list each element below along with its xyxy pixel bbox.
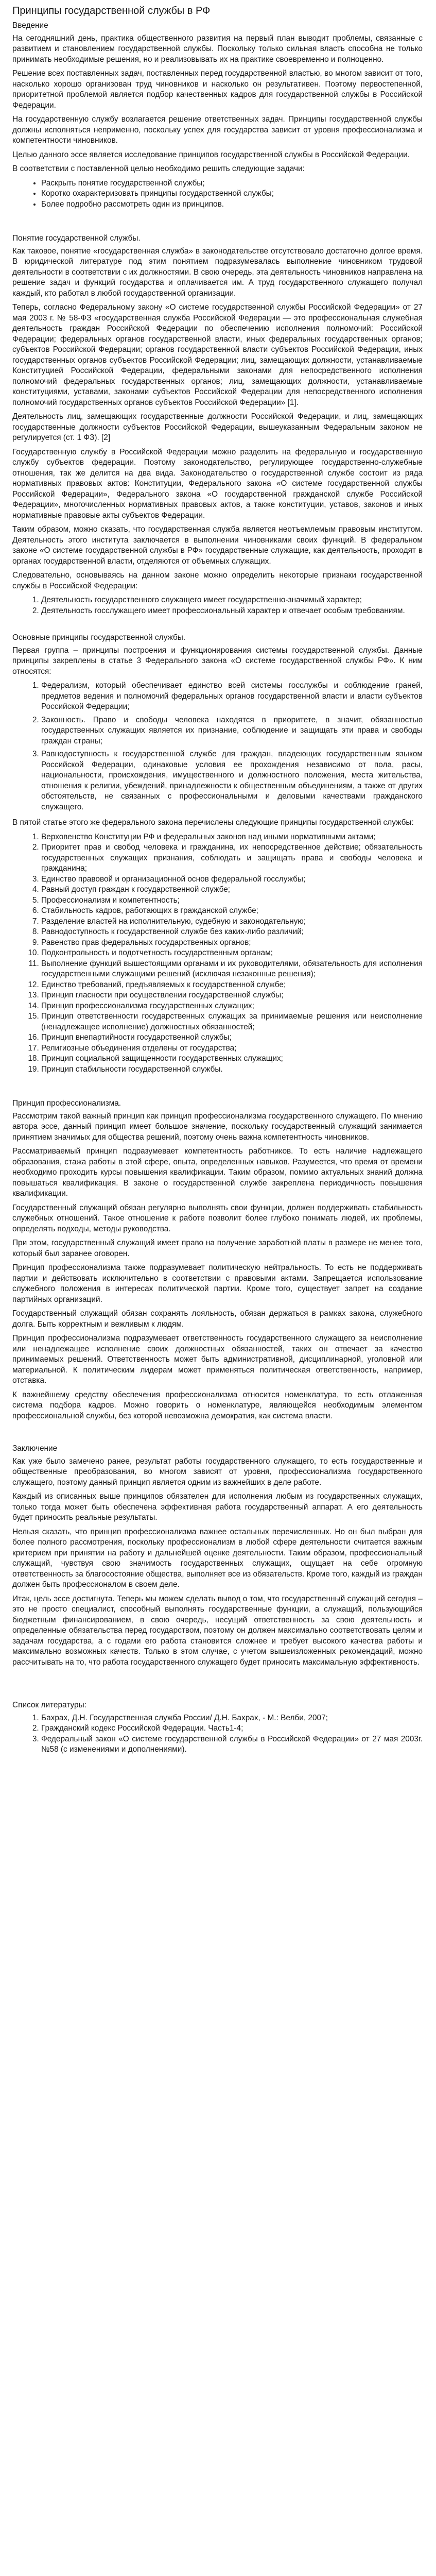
list-item: 1. Деятельность государственного служащего имеет государственно-значимый характер;: [41, 595, 423, 606]
list-item: • Более подробно рассмотреть один из принципов.: [41, 199, 423, 210]
tasks-list: [12, 178, 423, 210]
intro-paragraph: Решение всех поставленных задач, поставленных перед государственной властью, во многом зависит от того, насколько хорошо организован труд чиновников и насколько он результативен. Поэтому первостепенной, приоритетной проблемой является подбор качественных кадров для государственной службы в Российской Федерации.: [12, 69, 423, 110]
professionalism-paragraph: Рассматриваемый принцип подразумевает компетентность работников. То есть наличие надлежащего образования, стажа работы в этой сфере, опыта, определенных навыков. Разумеется, что время от времени необходимо проходить курсы повышения квалификации. Таким образом, помимо актуальных знаний должна повышаться квалификация. В законе о государственной службе закреплена периодичность повышения квалификации.: [12, 1147, 423, 1198]
reference-item: 2. Гражданский кодекс Российской Федерации. Часть1-4;: [41, 1723, 423, 1734]
intro-section: [12, 21, 423, 210]
list-item: 11. Выполнение функций вышестоящими органами и их руководителями, обязательность для исполнения государственными служащими решений (исключая незаконные решения);: [41, 959, 423, 980]
conclusion-section: [12, 1444, 423, 1668]
document-title: Принципы государственной службы в РФ: [12, 5, 211, 16]
reference-item: 1. Бахрах, Д.Н. Государственная служба России/ Д.Н. Бахрах, - М.: Велби, 2007;: [41, 1713, 423, 1724]
principles-section: [12, 633, 423, 1075]
reference-item: 3. Федеральный закон «О системе государственной службы в Российской Федерации» от 27 мая 2003г. №58 (с изменениями и дополнениями).: [41, 1734, 423, 1755]
list-item: 2. Законность. Право и свободы человека находятся в приоритете, в значит, обязанностью государственных служащих является их признание, соблюдение и защищать эти права и свободы граждан страны;: [41, 715, 423, 747]
list-item: 5. Профессионализм и компетентность;: [41, 895, 423, 906]
conclusion-paragraph: Итак, цель эссе достигнута. Теперь мы можем сделать вывод о том, что государственный служащий сегодня – это не просто специалист, способный выполнять государственные функции, а служащий, пользующийся бюджетным финансированием, в свою очередь, несущий ответственность за свою деятельность и определенные обязательства перед государством, поэтому он должен максимально соответствовать целям и задачам государства, а с годами его работа становится сложнее и требует высокого качества работы и максимально возможных качеств. Только в этом случае, с учетом вышеизложенных рекомендаций, можно рассчитывать на то, что работа государственного служащего будет приносить максимальную эффективность.: [12, 1594, 423, 1667]
concept-paragraph: Как таковое, понятие «государственная служба» в законодательстве отсутствовало достаточно долгое время. В юридической литературе под этим понятием подразумевалась выполнение чиновником трудовой деятельности в соответствии с их должностями. В свою очередь, эта деятельность чиновников направлена на решение задач и функций государства и оплачивается им. А труд государственного служащего получал каждый, кто работал в любой государственной организации.: [12, 246, 423, 298]
professionalism-paragraph: Принцип профессионализма подразумевает ответственность государственного служащего за неисполнение или ненадлежащее исполнение своих должностных обязанностей, таких он отвечает за качество принимаемых решений. Ответственность может быть административной, дисциплинарной, уголовной или материальной. К политическим лидерам может применяться политическая ответственность, например, отставка.: [12, 1334, 423, 1385]
professionalism-paragraph: Принцип профессионализма также подразумевает политическую нейтральность. То есть не поддерживать партии и действовать исключительно в соответствии с правовыми актами. Запрещается использование служебного положения в интересах политической партии. Кроме того, существует запрет на создание партийных организаций.: [12, 1263, 423, 1304]
concept-paragraph: Теперь, согласно Федеральному закону «О системе государственной службы Российской Федерации» от 27 мая 2003 г. № 58-ФЗ «государственная служба Российской Федерации — это профессиональная служебная деятельность граждан Российской Федерации по обеспечению исполнения полномочий: Российской Федерации; федеральных органов государственной власти, иных федеральных государственных органов; субъектов Российской Федерации; органов государственной власти субъектов Российской Федерации, иных государственных органов субъектов Российской Федерации; лиц, замещающих должности, устанавливаемые Конституцией Российской Федерации, федеральными законами для непосредственного исполнения полномочий федеральных государственных органов; лиц, замещающих должности, устанавливаемые конституциями, уставами, законами субъектов Российской Федерации для непосредственного исполнения полномочий государственных органов субъектов Российской Федерации» [1].: [12, 303, 423, 407]
concept-paragraph: Следовательно, основываясь на данном законе можно определить некоторые признаки государственной службы в Российской Федерации:: [12, 571, 423, 590]
conclusion-paragraph: Нельзя сказать, что принцип профессионализма важнее остальных перечисленных. Но он был выбран для более полного рассмотрения, поскольку профессионализм в любой сфере деятельности считается важным критерием при принятии на работу и дальнейшей оценке деятельности. Таким образом, профессиональный служащий, чувствуя свою значимость государственных служащих, ощущает на себе огромную ответственность за благосостояние общества, выполняет все из обязательств. Кроме того, каждый из граждан должен быть профессионалом в своем деле.: [12, 1527, 423, 1589]
conclusion-heading: Заключение: [12, 1444, 58, 1453]
list-item: 6. Стабильность кадров, работающих в гражданской службе;: [41, 906, 423, 917]
list-item: 9. Равенство прав федеральных государственных органов;: [41, 938, 423, 948]
list-item: 2. Приоритет прав и свобод человека и гражданина, их непосредственное действие; обязательность государственных служащих признания, соблюдать и защищать права и свободы человека и гражданина;: [41, 842, 423, 874]
intro-paragraph: На государственную службу возлагается решение ответственных задач. Принципы государственной службы должны исполняться неприменно, поскольку успех для государства зависит от уровня профессионализма и компетентности чиновников.: [12, 115, 423, 145]
references-heading: Список литературы:: [12, 1701, 86, 1709]
principles-paragraph: Первая группа – принципы построения и функционирования системы государственной службы. Данные принципы закреплены в статье 3 Федерального закона «О системе государственной службы РФ». К ним относятся:: [12, 646, 423, 676]
list-item: 19. Принцип стабильности государственной службы.: [41, 1064, 423, 1075]
professionalism-paragraph: К важнейшему средству обеспечения профессионализма относится номенклатура, то есть отлаженная система подбора кадров. Можно говорить о номенклатуре, являющейся необходимым элементом профессиональной службы, без которой невозможна демократия, как система власти.: [12, 1390, 423, 1420]
concept-heading: Понятие государственной службы.: [12, 234, 141, 243]
professionalism-section: [12, 1098, 423, 1421]
list-item: 3. Равнодоступность к государственной службе для граждан, владеющих государственным языком Российской Федерации, одинаковые условия ее прохождения независимо от пола, расы, национальности, происхождения, имущественного и должностного положения, места жительства, отношения к религии, убеждений, принадлежности к общественным объединениям, а также от других обстоятельств, не связанных с профессиональными и деловыми качествами гражданского служащего.: [41, 749, 423, 812]
list-item: • Раскрыть понятие государственной службы;: [41, 178, 423, 189]
list-item: 17. Религиозные объединения отделены от государства;: [41, 1043, 423, 1054]
intro-paragraph: На сегодняшний день, практика общественного развития на первый план выводит проблемы, связанные с развитием и становлением государственной службы. Поскольку только сильная власть способна не только принимать необходимые решения, но и реализовывать их на практике своевременно и полноценно.: [12, 33, 423, 64]
list-item: 14. Принцип профессионализма государственных служащих;: [41, 1001, 423, 1012]
concept-paragraph: Деятельность лиц, замещающих государственные должности Российской Федерации, и лиц, замещающих государственные должности субъектов Российской Федерации, вышеуказанным Федеральным законом не регулируется (ст. 1 ФЗ). [2]: [12, 412, 423, 442]
list-item: 8. Равнодоступность к государственной службе без каких-либо различий;: [41, 927, 423, 938]
concept-paragraph: Государственную службу в Российской Федерации можно разделить на федеральную и государственную службу субъектов федерации. Поэтому законодательство, регулирующее государственно-служебные отношения, так же делится на два вида. Законодательство о государственной службе состоит из ряда нормативных правовых актов: Конституции, Федерального закона «О системе государственной службы Российской Федерации», Федерального закона «О государственной гражданской службе Российской Федерации», многочисленных нормативных правовых актов, а также конституции, уставов, законов и иных нормативные правовые акты субъектов Федерации.: [12, 447, 423, 520]
references-section: [12, 1700, 423, 1755]
list-item: 1. Верховенство Конституции РФ и федеральных законов над иными нормативными актами;: [41, 832, 423, 843]
intro-paragraph: Целью данного эссе является исследование принципов государственной службы в Российской Федерации.: [12, 150, 410, 159]
list-item: 16. Принцип внепартийности государственной службы;: [41, 1032, 423, 1043]
list-item: 15. Принцип ответственности государственных служащих за принимаемые решения или неисполнение (ненадлежащее исполнение) должностных обязанностей;: [41, 1011, 423, 1032]
professionalism-paragraph: Рассмотрим такой важный принцип как принцип профессионализма государственного служащего. По мнению автора эссе, данный принцип имеет большое значение, поскольку государственный служащий занимается принятием значимых для общества решений, поэтому очень важна компетентность чиновников.: [12, 1111, 423, 1142]
professionalism-paragraph: Государственный служащий обязан регулярно выполнять свои функции, должен поддерживать стабильность служебных отношений. Такое отношение к работе позволит более глубоко понимать людей, их проблемы, определять подходы, методы руководства.: [12, 1203, 423, 1233]
principles-heading: Основные принципы государственной службы.: [12, 633, 186, 642]
list-item: 3. Единство правовой и организационной основ федеральной госслужбы;: [41, 874, 423, 885]
professionalism-heading: Принцип профессионализма.: [12, 1099, 121, 1108]
principles-group1-list: [12, 681, 423, 812]
list-item: 4. Равный доступ граждан к государственной службе;: [41, 885, 423, 895]
concept-section: [12, 233, 423, 616]
concept-paragraph: Таким образом, можно сказать, что государственная служба является неотъемлемым правовым институтом. Деятельность этого института заключается в выполнении чиновниками своих функций. В федеральном законе «О системе государственной службы в РФ» государственные служащие, как деятельность, проходят в органах государственной власти, отделяются от объемных служащих.: [12, 525, 423, 566]
principles-paragraph: В пятой статье этого же федерального закона перечислены следующие принципы государственной службы:: [12, 818, 414, 827]
features-list: [12, 595, 423, 616]
list-item: 7. Разделение властей на исполнительную, судебную и законодательную;: [41, 917, 423, 927]
references-list: [12, 1713, 423, 1755]
intro-heading: Введение: [12, 21, 48, 30]
professionalism-paragraph: При этом, государственный служащий имеет право на получение заработной платы в размере не менее того, который был заранее оговорен.: [12, 1239, 423, 1258]
intro-paragraph: В соответствии с поставленной целью необходимо решить следующие задачи:: [12, 164, 305, 173]
conclusion-paragraph: Как уже было замечено ранее, результат работы государственного служащего, то есть государственные и общественные преобразования, во многом зависят от уровня, профессионализма государственного служащего, поэтому данный принцип является одним из важнейших в деле работе.: [12, 1456, 423, 1487]
list-item: 12. Единство требований, предъявляемых к государственной службе;: [41, 980, 423, 991]
list-item: 18. Принцип социальной защищенности государственных служащих;: [41, 1054, 423, 1064]
list-item: 10. Подконтрольность и подотчетность государственным органам;: [41, 948, 423, 959]
list-item: 13. Принцип гласности при осуществлении государственной службы;: [41, 990, 423, 1001]
principles-group2-list: [12, 832, 423, 1075]
list-item: 1. Федерализм, который обеспечивает единство всей системы госслужбы и соблюдение граней, предметов ведения и полномочий федеральных органов государственной власти и власти субъектов Российской Федерации;: [41, 681, 423, 713]
list-item: • Коротко охарактеризовать принципы государственной службы;: [41, 189, 423, 199]
conclusion-paragraph: Каждый из описанных выше принципов обязателен для исполнения любым из государственных служащих, только тогда может быть обеспечена эффективная работа государственный аппарат. А его деятельность будет приносить реальные результаты.: [12, 1492, 423, 1522]
list-item: 2. Деятельность госслужащего имеет профессиональный характер и отвечает особым требованиям.: [41, 606, 423, 617]
professionalism-paragraph: Государственный служащий обязан сохранять лояльность, обязан держаться в рамках закона, служебного долга. Быть корректным и вежливым к людям.: [12, 1309, 423, 1329]
